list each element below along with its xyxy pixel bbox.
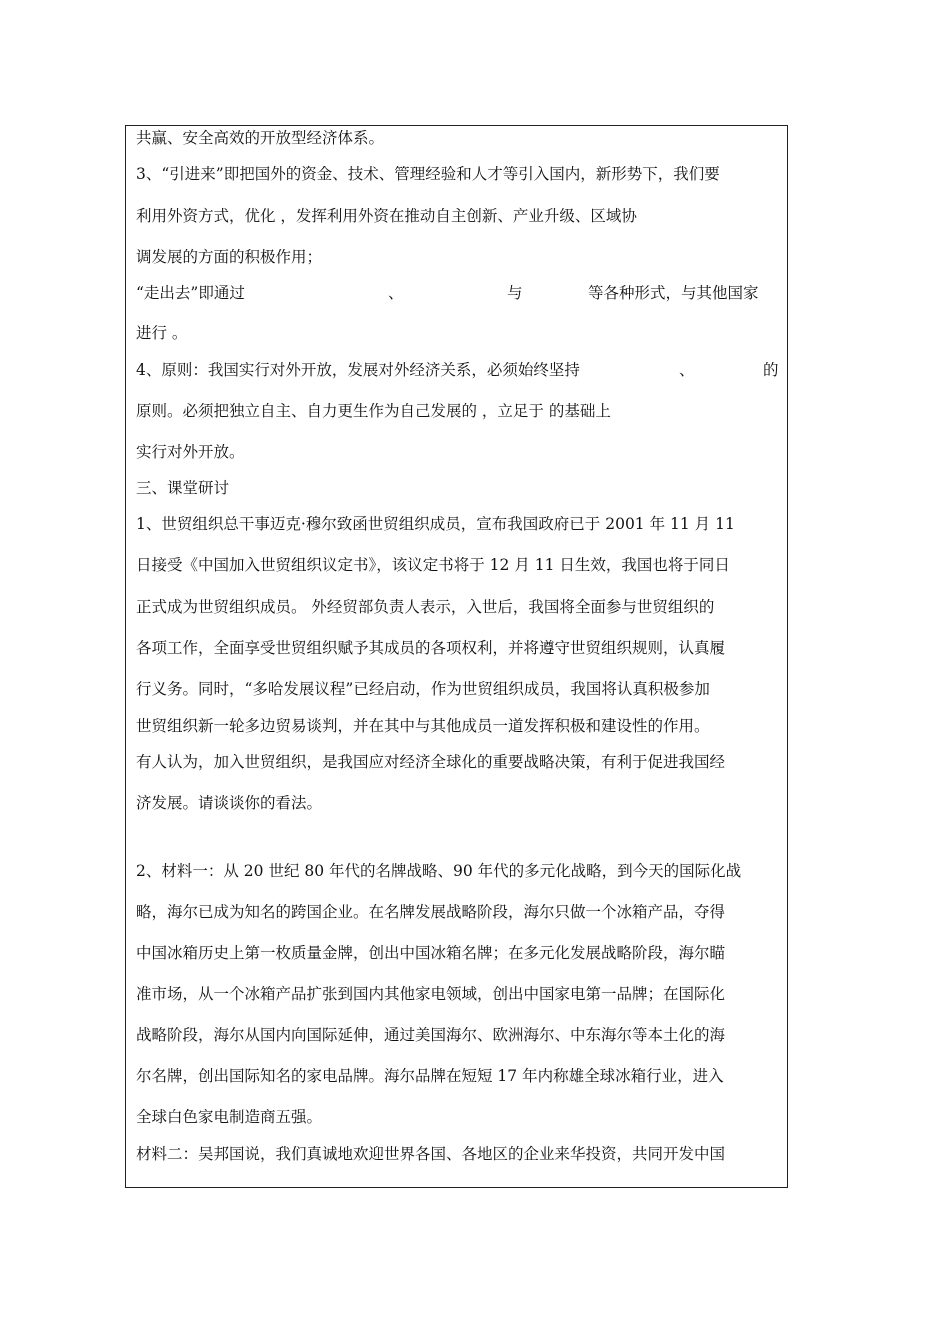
text-line: 全球白色家电制造商五强。 bbox=[136, 1108, 323, 1126]
text-line: 实行对外开放。 bbox=[136, 443, 245, 461]
text-line: 准市场，从一个冰箱产品扩张到国内其他家电领域，创出中国家电第一品牌；在国际化 bbox=[136, 985, 726, 1003]
section-heading: 三、课堂研讨 bbox=[136, 479, 230, 497]
text-line: 材料二：吴邦国说，我们真诚地欢迎世界各国、各地区的企业来华投资，共同开发中国 bbox=[136, 1145, 726, 1163]
text-line: 2、材料一：从 20 世纪 80 年代的名牌战略、90 年代的多元化战略，到今天的国际化战 bbox=[136, 862, 742, 880]
text-line: 略，海尔已成为知名的跨国企业。在名牌发展战略阶段，海尔只做一个冰箱产品，夺得 bbox=[136, 903, 726, 921]
text-segment: 4、原则：我国实行对外开放，发展对外经济关系，必须始终坚持 bbox=[136, 361, 580, 379]
text-line: 调发展的方面的积极作用； bbox=[136, 248, 323, 266]
text-line: 尔名牌，创出国际知名的家电品牌。海尔品牌在短短 17 年内称雄全球冰箱行业，进入 bbox=[136, 1067, 724, 1085]
text-segment: 、 bbox=[679, 361, 695, 379]
text-line: 3、“引进来”即把国外的资金、技术、管理经验和人才等引入国内，新形势下，我们要 bbox=[136, 165, 720, 183]
text-line: 战略阶段，海尔从国内向国际延伸，通过美国海尔、欧洲海尔、中东海尔等本土化的海 bbox=[136, 1026, 726, 1044]
text-line: 行义务。同时，“多哈发展议程”已经启动，作为世贸组织成员，我国将认真积极参加 bbox=[136, 680, 710, 698]
text-line: 日接受《中国加入世贸组织议定书》，该议定书将于 12 月 11 日生效，我国也将于同日 bbox=[136, 556, 730, 574]
text-line: 1、世贸组织总干事迈克·穆尔致函世贸组织成员，宣布我国政府已于 2001 年 11 月 11 bbox=[136, 515, 735, 533]
text-segment: “走出去”即通过 bbox=[136, 284, 245, 302]
text-line: 世贸组织新一轮多边贸易谈判，并在其中与其他成员一道发挥积极和建设性的作用。 bbox=[136, 717, 710, 735]
text-line: 各项工作，全面享受世贸组织赋予其成员的各项权利，并将遵守世贸组织规则，认真履 bbox=[136, 639, 726, 657]
text-line: 正式成为世贸组织成员。 外经贸部负责人表示，入世后，我国将全面参与世贸组织的 bbox=[136, 598, 715, 616]
text-line: 济发展。请谈谈你的看法。 bbox=[136, 794, 323, 812]
text-segment: 的 bbox=[763, 361, 779, 379]
text-segment: 与 bbox=[507, 284, 523, 302]
text-line: 中国冰箱历史上第一枚质量金牌，创出中国冰箱名牌；在多元化发展战略阶段，海尔瞄 bbox=[136, 944, 726, 962]
text-line: 进行 。 bbox=[136, 324, 188, 342]
text-line: 有人认为，加入世贸组织，是我国应对经济全球化的重要战略决策，有利于促进我国经 bbox=[136, 753, 726, 771]
text-line: 利用外资方式，优化 ，发挥利用外资在推动自主创新、产业升级、区域协 bbox=[136, 207, 637, 225]
text-line: 原则。必须把独立自主、自力更生作为自己发展的 ，立足于 的基础上 bbox=[136, 402, 611, 420]
text-segment: 等各种形式，与其他国家 bbox=[588, 284, 759, 302]
text-segment: 、 bbox=[388, 284, 404, 302]
text-line: 共赢、安全高效的开放型经济体系。 bbox=[136, 129, 385, 147]
